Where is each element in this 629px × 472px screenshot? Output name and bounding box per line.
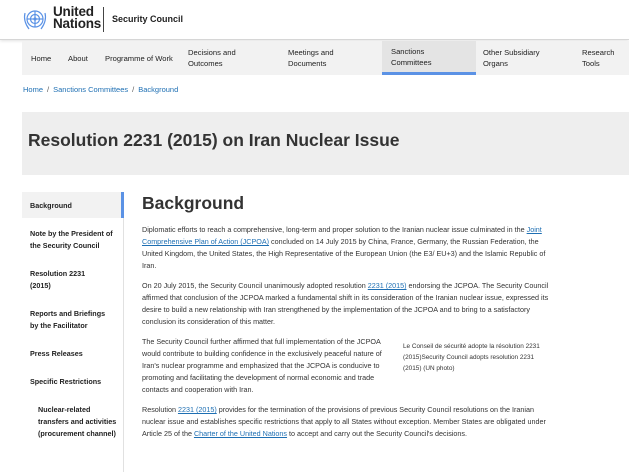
logo-line-2: Nations: [53, 16, 102, 31]
nav-item-sanctions-committees[interactable]: [382, 41, 476, 75]
section-heading: Background: [142, 193, 245, 213]
sidebar-item-label: Note by the President of the Security Council: [30, 229, 113, 250]
paragraph-text: to accept and carry out the Security Council's decisions.: [287, 429, 467, 438]
breadcrumb-sanctions-committees[interactable]: Sanctions Committees: [53, 85, 129, 94]
paragraph-further-affirmed: The Security Council further affirmed that full implementation of the JCPOA would contribute to building confidence in the exclusively peaceful nature of Iran's nuclear programme and emphasized that the JCPOA is conducive to promoting and facilitating the development of normal economic and trade contacts and cooperation with Iran.: [142, 337, 382, 394]
breadcrumb-background[interactable]: Background: [138, 85, 179, 94]
nav-label: Other Subsidiary Organs: [483, 48, 540, 68]
un-logo-text[interactable]: [53, 6, 101, 30]
paragraph-jcpoa: [142, 224, 550, 272]
paragraph-text: provides for the termination of the provisions of previous Security Council resolutions on the Iranian nuclear issue and establishes specific restrictions that apply to all States without exception. Member States are obligated under Article 25 of the: [142, 405, 546, 438]
sidebar-item-press-releases[interactable]: [22, 348, 124, 360]
nav-item-home[interactable]: [31, 41, 71, 75]
nav-label: Research Tools: [582, 48, 615, 68]
sidebar-item-resolution-2231[interactable]: [22, 268, 92, 292]
un-emblem-icon[interactable]: [21, 7, 49, 33]
nav-label: Home: [31, 53, 52, 63]
nav-item-meetings-and-documents[interactable]: [288, 41, 370, 75]
sidebar-item-specific-restrictions[interactable]: [22, 376, 124, 388]
sidebar-item-label: Background: [30, 201, 72, 210]
nav-label: Programme of Work: [105, 53, 173, 63]
sidebar-item-note-by-the-president[interactable]: [22, 228, 120, 252]
sidebar-item-reports-and-briefings[interactable]: [22, 308, 112, 332]
sidebar-item-label: Nuclear-related transfers and activities (procurement channel): [38, 405, 117, 438]
paragraph-text: Diplomatic efforts to reach a comprehensive, long-term and proper solution to the Iranian nuclear issue culminated in the: [142, 225, 527, 234]
breadcrumb: [23, 85, 178, 94]
nav-item-decisions-and-outcomes[interactable]: [188, 41, 256, 75]
sidebar-item-label: Resolution 2231 (2015): [30, 269, 86, 290]
sidebar-nav: [22, 192, 124, 472]
breadcrumb-home[interactable]: Home: [23, 85, 44, 94]
nav-item-research-tools[interactable]: [582, 41, 624, 75]
site-header: [0, 0, 629, 40]
jcpoa-link[interactable]: Joint Comprehensive Plan of Action (JCPOA): [142, 225, 542, 246]
paragraph-resolution-adoption: [142, 280, 550, 328]
nav-label: Meetings and Documents: [288, 48, 334, 68]
resolution-2231-link[interactable]: 2231 (2015): [177, 405, 217, 414]
logo-line-1: United: [53, 4, 94, 19]
paragraph-text: On 20 July 2015, the Security Council unanimously adopted resolution: [142, 281, 368, 290]
sidebar-item-background[interactable]: [22, 192, 124, 218]
nav-label: About: [68, 53, 88, 63]
sidebar-item-nuclear-related-transfers[interactable]: [38, 404, 120, 440]
sidebar-item-label: Specific Restrictions: [30, 377, 102, 386]
nav-item-about[interactable]: [68, 41, 108, 75]
nav-item-other-subsidiary-organs[interactable]: [483, 41, 555, 75]
breadcrumb-separator: /: [47, 85, 50, 94]
council-title[interactable]: Security Council: [112, 14, 184, 24]
un-charter-link[interactable]: Charter of the United Nations: [193, 429, 288, 438]
paragraph-text: endorsing the JCPOA. The Security Council affirmed that conclusion of the JCPOA marked a fundamental shift in its consideration of the Iranian nuclear issue, expressed its desire to build a new relationship with Iran strengthened by the implementation of the JCPOA and to bring to a satisfactory conclusion its consideration of this matter.: [142, 281, 549, 326]
sidebar-item-label: Press Releases: [30, 349, 83, 358]
paragraph-text: Resolution: [142, 405, 178, 414]
main-nav: [22, 41, 629, 75]
page-title: Resolution 2231 (2015) on Iran Nuclear Issue: [28, 130, 400, 150]
nav-label: Sanctions Committees: [391, 46, 432, 67]
nav-label: Decisions and Outcomes: [188, 48, 236, 68]
breadcrumb-separator: /: [132, 85, 135, 94]
resolution-2231-link[interactable]: 2231 (2015): [367, 281, 407, 290]
header-divider: [103, 7, 104, 32]
photo-caption: Le Conseil de sécurité adopte la résolution 2231 (2015)Security Council adopts resolution 2231 (2015) (UN photo): [403, 343, 540, 372]
paragraph-provisions: [142, 404, 548, 440]
sidebar-item-label: Reports and Briefings by the Facilitator: [30, 309, 106, 330]
paragraph-text: concluded on 14 July 2015 by China, France, Germany, the Russian Federation, the United Kingdom, the United States, the High Representative of the European Union (the E3/ EU+3) and the Islamic Republic of Iran.: [142, 237, 546, 270]
nav-item-programme-of-work[interactable]: [105, 41, 179, 75]
